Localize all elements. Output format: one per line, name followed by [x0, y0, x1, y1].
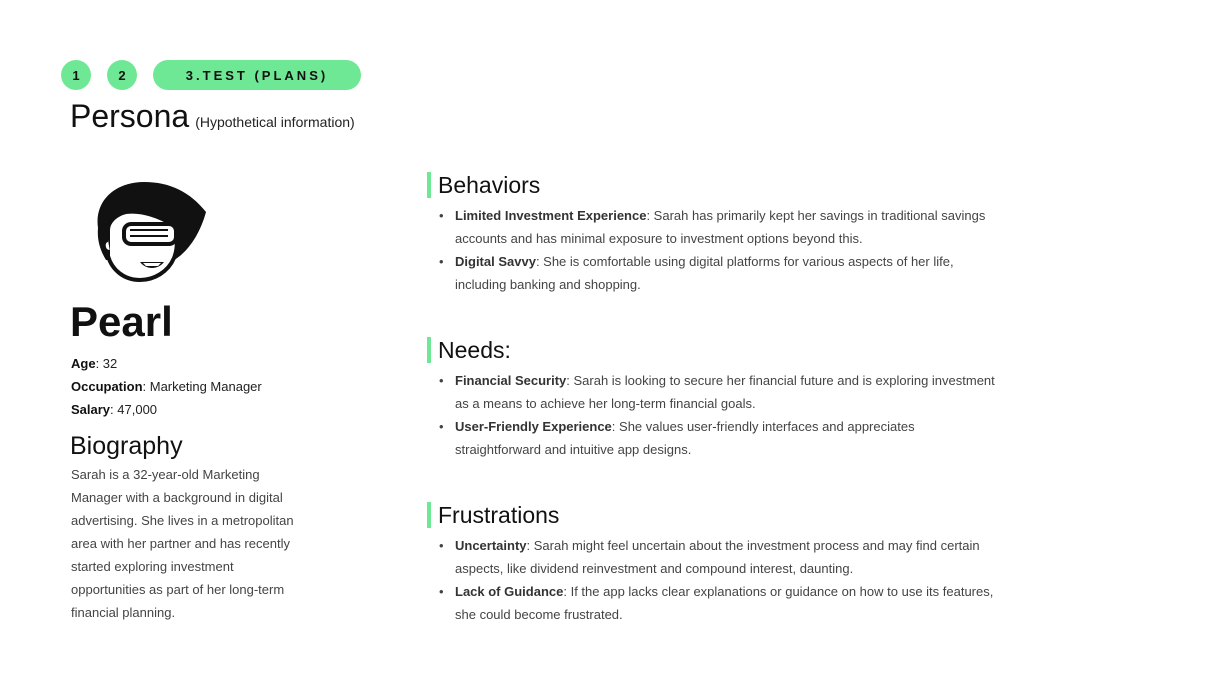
page-title — [70, 98, 355, 135]
list-item — [455, 580, 997, 626]
item-term: Financial Security — [455, 373, 567, 388]
needs-section — [427, 337, 997, 461]
page-title-text: Persona — [70, 98, 190, 134]
behaviors-heading: Behaviors — [427, 172, 997, 198]
salary-label: Salary — [71, 402, 111, 417]
list-item — [455, 369, 997, 415]
biography-title: Biography — [70, 432, 183, 460]
item-term: Digital Savvy — [455, 254, 536, 269]
list-item — [455, 415, 997, 461]
item-term: User-Friendly Experience — [455, 419, 612, 434]
step-1-pill[interactable] — [61, 60, 91, 90]
step-2-label: 2 — [118, 67, 126, 83]
persona-facts — [71, 352, 262, 421]
step-3-pill[interactable] — [153, 60, 361, 90]
step-1-label: 1 — [72, 67, 80, 83]
item-text: : Sarah might feel uncertain about the investment process and may find certain aspects, like dividend reinvestment and compound interest, daunting. — [455, 538, 980, 576]
frustrations-list — [427, 534, 997, 626]
frustrations-section — [427, 502, 997, 626]
step-2-pill[interactable] — [107, 60, 137, 90]
item-text: : If the app lacks clear explanations or guidance on how to use its features, she could become frustrated. — [455, 584, 994, 622]
item-text: : She values user-friendly interfaces and appreciates straightforward and intuitive app designs. — [455, 419, 915, 457]
salary-value: : 47,000 — [110, 402, 158, 417]
list-item — [455, 534, 997, 580]
list-item — [455, 250, 997, 296]
age-row — [71, 352, 262, 375]
step-3-label: 3.TEST (PLANS) — [185, 67, 329, 83]
item-text: : Sarah is looking to secure her financial future and is exploring investment as a means to achieve her long-term financial goals. — [455, 373, 995, 411]
age-value: : 32 — [95, 356, 118, 371]
item-text: : Sarah has primarily kept her savings in traditional savings accounts and has minimal exposure to investment options beyond this. — [455, 208, 986, 246]
page-subtitle: (Hypothetical information) — [195, 114, 355, 130]
needs-list — [427, 369, 997, 461]
occupation-row — [71, 375, 262, 398]
biography-text: Sarah is a 32-year-old Marketing Manager with a background in digital advertising. She lives in a metropolitan area with her partner and has recently started exploring investment opportunities as part of her long-term financial planning. — [71, 467, 294, 620]
occupation-value: : Marketing Manager — [142, 379, 262, 394]
item-text: : She is comfortable using digital platforms for various aspects of her life, including banking and shopping. — [455, 254, 954, 292]
age-label: Age — [71, 356, 96, 371]
behaviors-list — [427, 204, 997, 296]
list-item — [455, 204, 997, 250]
needs-heading: Needs: — [427, 337, 997, 363]
item-term: Limited Investment Experience — [455, 208, 647, 223]
frustrations-heading: Frustrations — [427, 502, 997, 528]
persona-avatar-icon — [86, 178, 210, 286]
salary-row — [71, 398, 262, 421]
persona-name: Pearl — [70, 298, 173, 345]
item-term: Lack of Guidance — [455, 584, 564, 599]
occupation-label: Occupation — [71, 379, 143, 394]
behaviors-section — [427, 172, 997, 296]
item-term: Uncertainty — [455, 538, 527, 553]
